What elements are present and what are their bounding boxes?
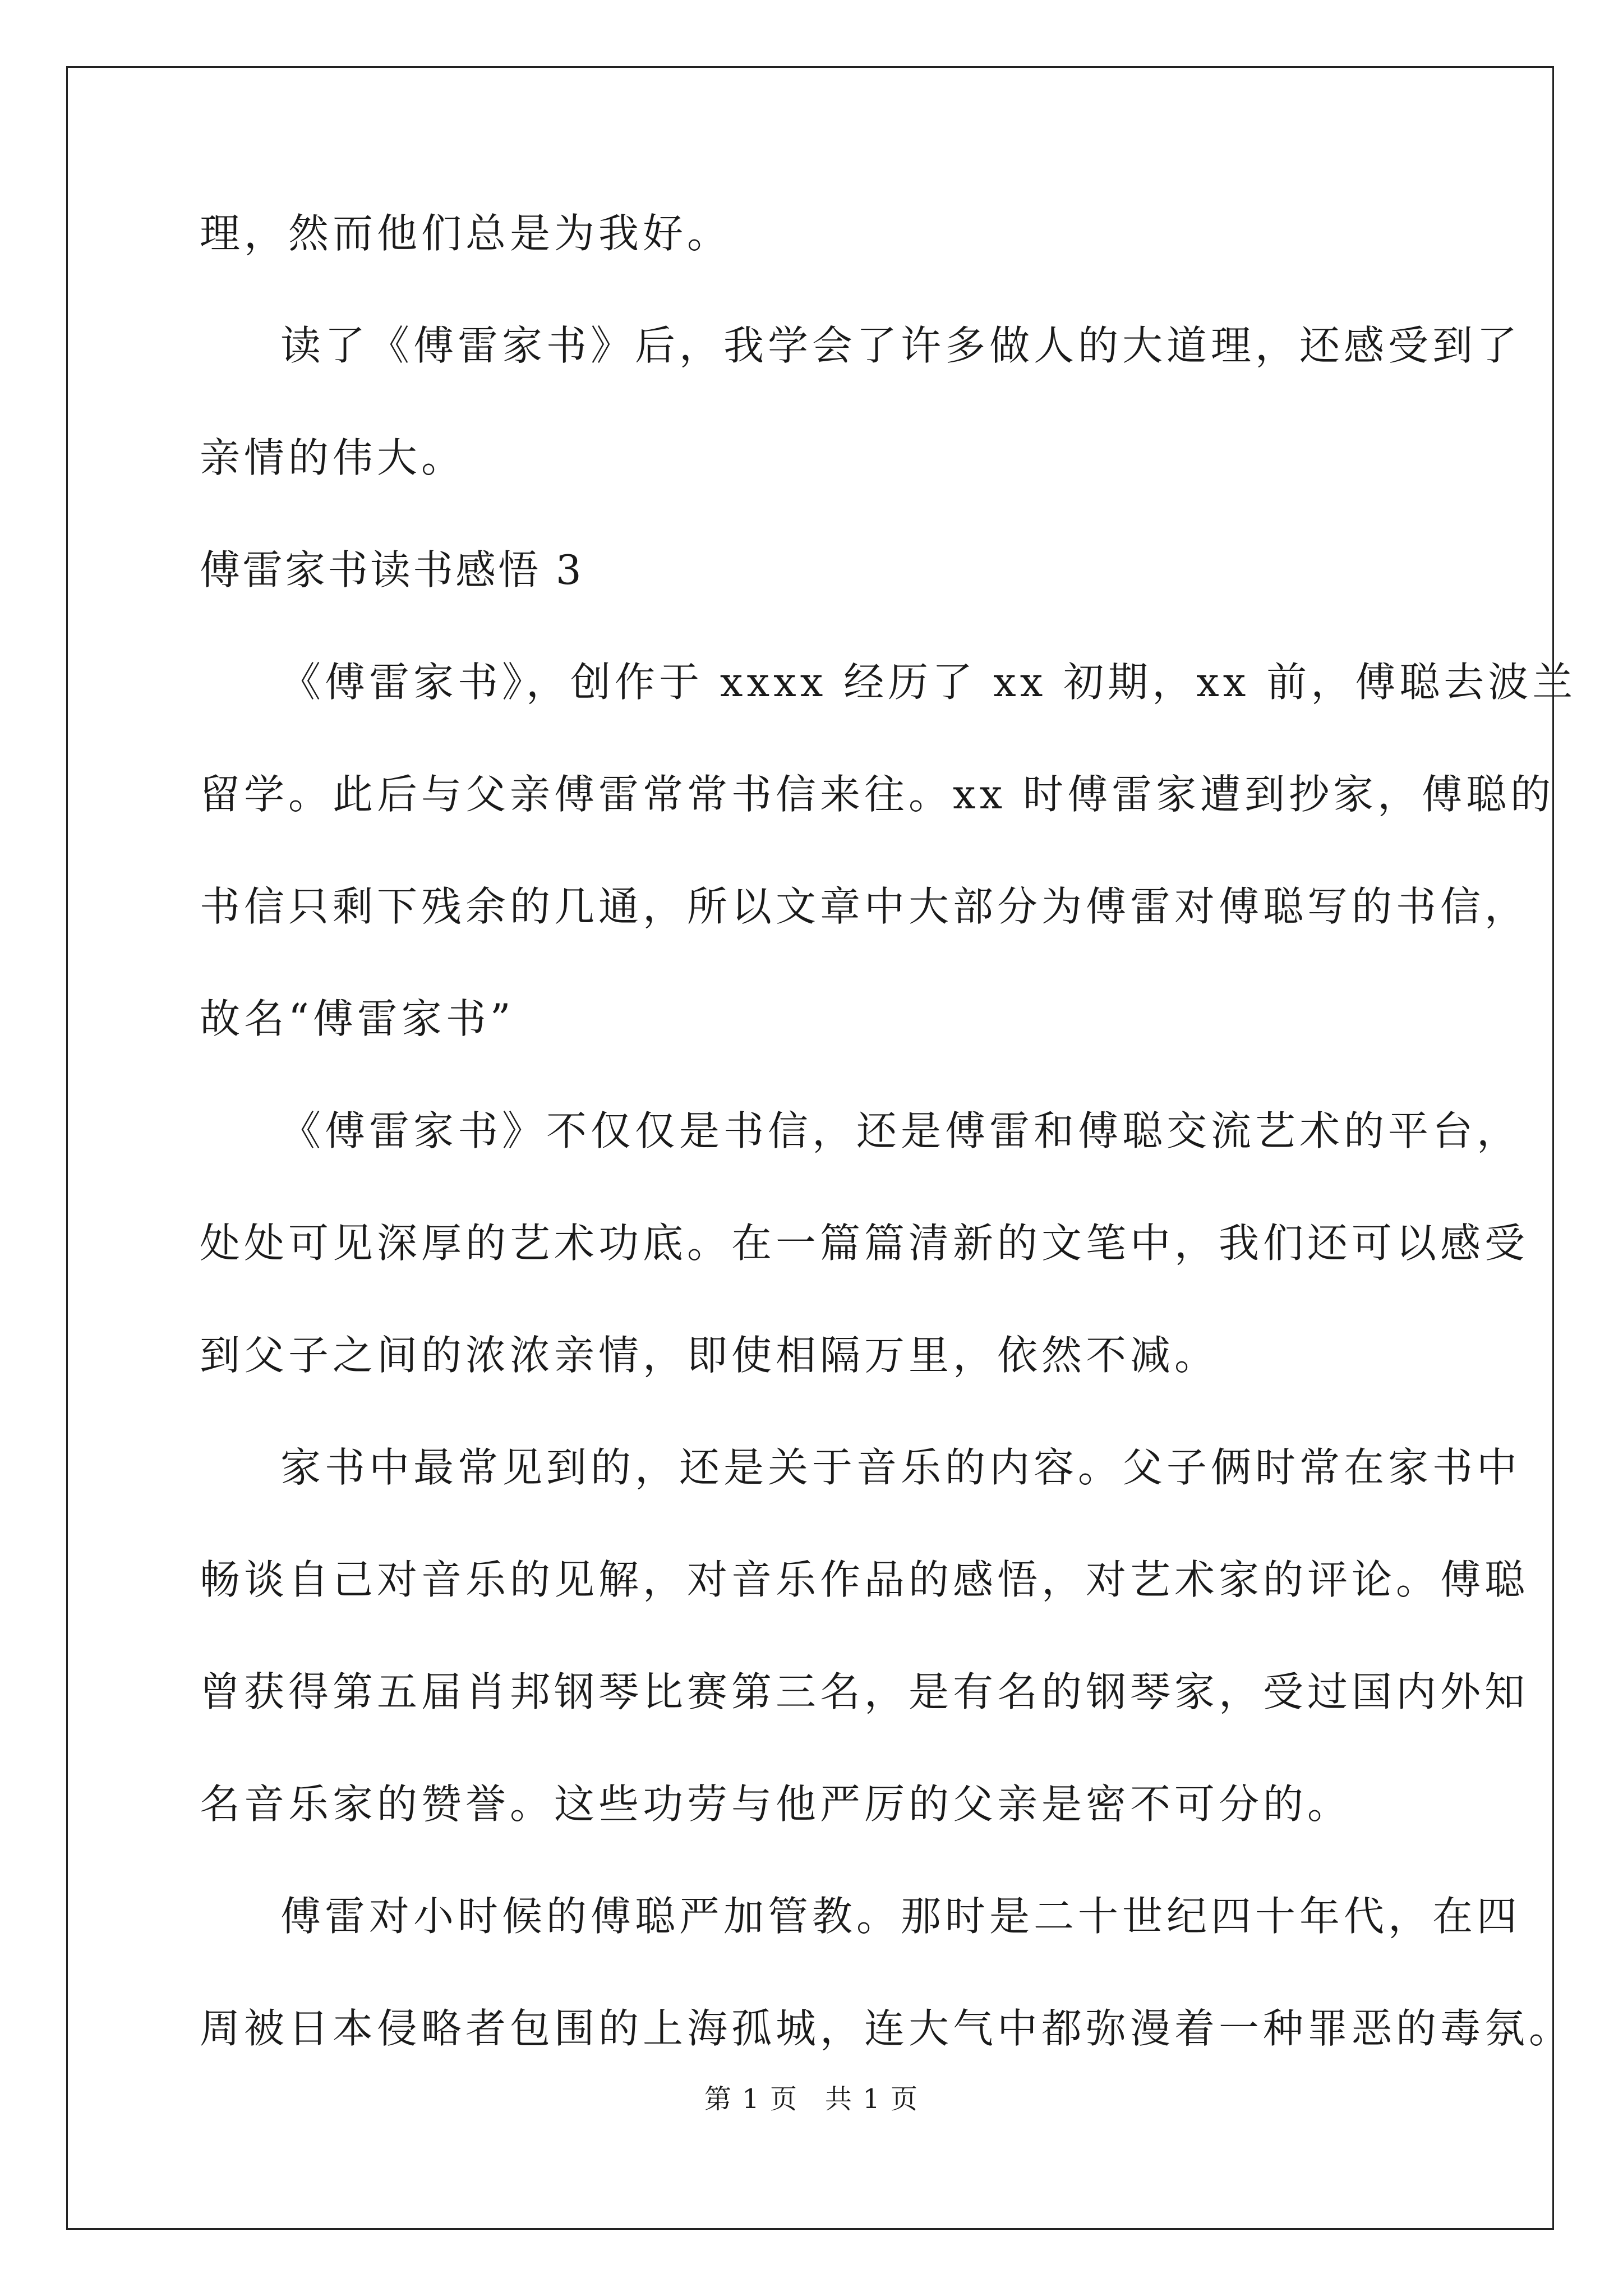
text-line: 曾获得第五届肖邦钢琴比赛第三名，是有名的钢琴家，受过国内外知 — [200, 1668, 1529, 1715]
text-line: 名音乐家的赞誉。这些功劳与他严厉的父亲是密不可分的。 — [200, 1780, 1352, 1828]
text-line: 理，然而他们总是为我好。 — [200, 210, 732, 257]
text-line: 留学。此后与父亲傅雷常常书信来往。xx 时傅雷家遭到抄家，傅聪的 — [200, 771, 1555, 818]
section-heading: 傅雷家书读书感悟 3 — [200, 546, 584, 593]
document-body — [200, 210, 1577, 2120]
text-line: 家书中最常见到的，还是关于音乐的内容。父子俩时常在家书中 — [280, 1444, 1521, 1491]
text-line: 到父子之间的浓浓亲情，即使相隔万里，依然不减。 — [200, 1332, 1219, 1379]
text-line: 周被日本侵略者包围的上海孤城，连大气中都弥漫着一种罪恶的毒氛。 — [200, 2005, 1574, 2052]
text-line: 《傅雷家书》不仅仅是书信，还是傅雷和傅聪交流艺术的平台， — [280, 1107, 1521, 1154]
text-line: 书信只剩下残余的几通，所以文章中大部分为傅雷对傅聪写的书信， — [200, 883, 1529, 930]
page-footer — [0, 2083, 1623, 2115]
text-line: 故名“傅雷家书” — [200, 995, 515, 1042]
text-line: 读了《傅雷家书》后，我学会了许多做人的大道理，还感受到了 — [280, 322, 1521, 369]
page-number-current: 第 1 页 — [704, 2083, 798, 2115]
text-line: 《傅雷家书》，创作于 xxxx 经历了 xx 初期，xx 前，傅聪去波兰 — [280, 659, 1577, 706]
page-number-total: 共 1 页 — [825, 2083, 919, 2115]
text-line: 处处可见深厚的艺术功底。在一篇篇清新的文笔中，我们还可以感受 — [200, 1220, 1529, 1267]
text-line: 傅雷对小时候的傅聪严加管教。那时是二十世纪四十年代，在四 — [280, 1893, 1521, 1940]
text-line: 畅谈自己对音乐的见解，对音乐作品的感悟，对艺术家的评论。傅聪 — [200, 1556, 1529, 1603]
text-line: 亲情的伟大。 — [200, 434, 466, 481]
